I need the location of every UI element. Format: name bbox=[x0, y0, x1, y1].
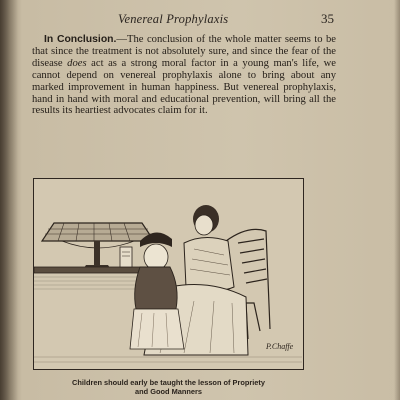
table-lamp bbox=[42, 223, 154, 271]
page-edge-shadow bbox=[394, 0, 400, 400]
paragraph-text-1: —The conclusion of the whole matter seems to be that since the treatment is not absolutely sure, and since the fear of the disease bbox=[32, 34, 336, 69]
illustration bbox=[33, 178, 304, 370]
figure-caption bbox=[33, 378, 304, 396]
running-head: Venereal Prophylaxis bbox=[118, 12, 229, 26]
illustration-drawing bbox=[34, 179, 302, 368]
floor-lines bbox=[34, 357, 302, 362]
paragraph-lead: In Conclusion. bbox=[44, 34, 117, 45]
page-number: 35 bbox=[321, 11, 334, 26]
paragraph-text-2: act as a strong moral factor in a young man's life, we cannot depend on venereal prophylaxis alone to bring about any marked improvement in human happiness. But venereal prophylaxis, hand in hand with moral and educational prevention, will bring all the results its heartiest advocates claim for it. bbox=[32, 57, 336, 117]
spine-shadow bbox=[0, 0, 18, 400]
caption-line-1: Children should early be taught the lesson of Propriety bbox=[71, 378, 265, 387]
child-figure bbox=[130, 232, 184, 349]
conclusion-paragraph bbox=[32, 34, 336, 117]
artist-signature: P.Chaffe bbox=[266, 342, 294, 351]
paragraph-emphasis: does bbox=[67, 57, 87, 69]
caption-line-2: and Good Manners bbox=[135, 387, 202, 396]
